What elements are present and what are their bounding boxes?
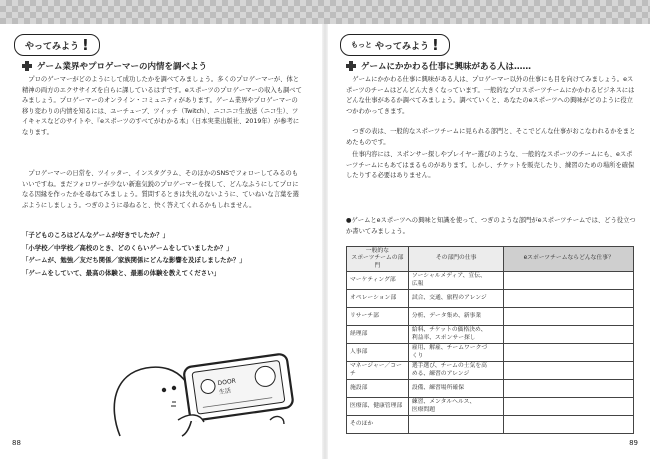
- table-cell: そのほか: [347, 416, 409, 434]
- department-table: [346, 246, 634, 434]
- table-row: [347, 380, 634, 398]
- gamer-illustration: [100, 324, 300, 439]
- svg-text:生活: 生活: [218, 387, 232, 396]
- table-cell: 試合、交通、旅程のアレンジ: [408, 290, 504, 308]
- bullet-instruction: ●ゲームとeスポーツへの興味と知識を使って、つぎのような部門がeスポーツチームでは、どう役立つか書いてみましょう。: [346, 217, 636, 235]
- table-row: [347, 308, 634, 326]
- table-cell: 人事部: [347, 344, 409, 362]
- header-work: その部門の仕事: [408, 247, 504, 272]
- table-cell: [408, 416, 504, 434]
- table-row: [347, 362, 634, 380]
- plus-icon: [22, 61, 32, 71]
- badge-label: やってみよう: [25, 41, 80, 52]
- table-row: [347, 326, 634, 344]
- question-item: 「ゲームをしていて、最高の体験と、最悪の体験を教えてください」: [22, 268, 220, 277]
- try-more-badge: [340, 34, 450, 56]
- badge-small-label: もっと: [351, 41, 372, 49]
- table-cell: マネージャー／コーチ: [347, 362, 409, 380]
- try-it-badge: [14, 34, 100, 56]
- table-cell: 分析、データ集め、新事業: [408, 308, 504, 326]
- question-list: [22, 229, 282, 279]
- writing-cell[interactable]: [504, 272, 634, 290]
- writing-cell[interactable]: [504, 290, 634, 308]
- table-row: [347, 416, 634, 434]
- table-cell: マーケティング部: [347, 272, 409, 290]
- writing-cell[interactable]: [504, 398, 634, 416]
- section-heading: [22, 60, 207, 72]
- page-number: 89: [629, 439, 638, 447]
- writing-cell[interactable]: [504, 344, 634, 362]
- writing-cell[interactable]: [504, 326, 634, 344]
- header-department: 一般的な スポーツチームの部門: [347, 247, 409, 272]
- character-body-icon: [114, 367, 193, 436]
- table-cell: 設備、練習場所確保: [408, 380, 504, 398]
- table-cell: 選手選び、チームの士気を高 める、練習のアレンジ: [408, 362, 504, 380]
- section-heading: [346, 60, 531, 72]
- section-title: ゲームにかかわる仕事に興味がある人は……: [361, 62, 532, 72]
- writing-cell[interactable]: [504, 308, 634, 326]
- table-cell: 雇用、解雇、チームワークづ くり: [408, 344, 504, 362]
- badge-label: やってみよう: [375, 41, 430, 52]
- question-item: 「小学校／中学校／高校のとき、どのくらいゲームをしていましたか？」: [22, 243, 233, 252]
- page-number: 88: [12, 439, 21, 447]
- exclamation-icon: !: [432, 36, 439, 54]
- table-row: [347, 398, 634, 416]
- paragraph-1: ゲームにかかわる仕事に興味がある人は、プロゲーマー以外の仕事にも目を向けてみましょう。eスポーツのチームはどんどん大きくなっています。一般的なプロスポーツチームにかかわるビジネスにはどんな仕事があるか調べてみましょう。調べていくと、あなたのeスポーツへの興味がどのように役立つかわかってきます。: [346, 76, 635, 115]
- svg-text:DOOR: DOOR: [217, 377, 237, 388]
- table-header-row: [347, 247, 634, 272]
- paragraph-2: つぎの表は、一般的なスポーツチームに見られる部門と、そこでどんな仕事がおこなわれるかをまとめたものです。: [346, 128, 636, 146]
- table-cell: オペレーション部: [347, 290, 409, 308]
- table-cell: リサーチ部: [347, 308, 409, 326]
- right-page: [328, 24, 650, 459]
- paragraph-3: 仕事内容には、スポンサー探しやプレイヤー選びのような、一般的なスポーツのチームにも、eスポーツチームにもあてはまるものがあります。しかし、チケットを販売したり、練習のための場所を確保したりする必要はありません。: [346, 151, 635, 179]
- plus-icon: [346, 61, 356, 71]
- header-esports: eスポーツチームならどんな仕事？: [504, 247, 634, 272]
- table-cell: 経理部: [347, 326, 409, 344]
- table-cell: 医療部、健康管理部: [347, 398, 409, 416]
- paragraph-1: プロのゲーマーがどのようにして成功したかを調べてみましょう。多くのプロゲーマーが、体と精神の両方のエクササイズを自らに課しているはずです。eスポーツのプロゲーマーの収入も調べてみましょう。プロゲーマーのオンライン・コミュニティがあります。ゲーム業界やプロゲーマーの移り変わりの内情を知るには、ユーチューブ、ツイッチ（Twitch）、ニコニコ生放送（ニコ生）、ツイキャスなどのサイトや、『eスポーツのすべてがわかる本』（日本実業出版社、2019年）が参考になります。: [22, 76, 302, 136]
- table-row: [347, 290, 634, 308]
- question-item: 「ゲームが、勉強／友だち関係／家族関係にどんな影響を及ぼしましたか？」: [22, 256, 246, 264]
- writing-cell[interactable]: [504, 362, 634, 380]
- section-title: ゲーム業界やプロゲーマーの内情を調べよう: [37, 62, 208, 72]
- table-cell: 施設部: [347, 380, 409, 398]
- top-pixel-band: [0, 0, 650, 24]
- table-cell: ソーシャルメディア、宣伝、 広報: [408, 272, 504, 290]
- paragraph-2: プロゲーマーの日常を、ツイッター、インスタグラム、そのほかのSNSでフォローしてみるのもいいですね。まだフォロワーが少ない新進気鋭のプロゲーマーを探して、どんなふうにしてプロになる因縁を作ったかを尋ねてみましょう。質問するときは失礼のないように、ていねいな言葉を選ぶようにしましょう。つぎのように尋ねると、快く答えてくれるかもしれません。: [22, 170, 299, 209]
- exclamation-icon: !: [82, 36, 89, 54]
- writing-cell[interactable]: [504, 416, 634, 434]
- table-cell: 練習、メンタルヘルス、 医療問題: [408, 398, 504, 416]
- writing-cell[interactable]: [504, 380, 634, 398]
- question-item: 「子どものころはどんなゲームが好きでしたか？」: [22, 231, 169, 239]
- left-page: [0, 24, 322, 459]
- table-row: [347, 344, 634, 362]
- table-row: [347, 272, 634, 290]
- table-cell: 給料、チケットの価格決め、 利益率、スポンサー探し: [408, 326, 504, 344]
